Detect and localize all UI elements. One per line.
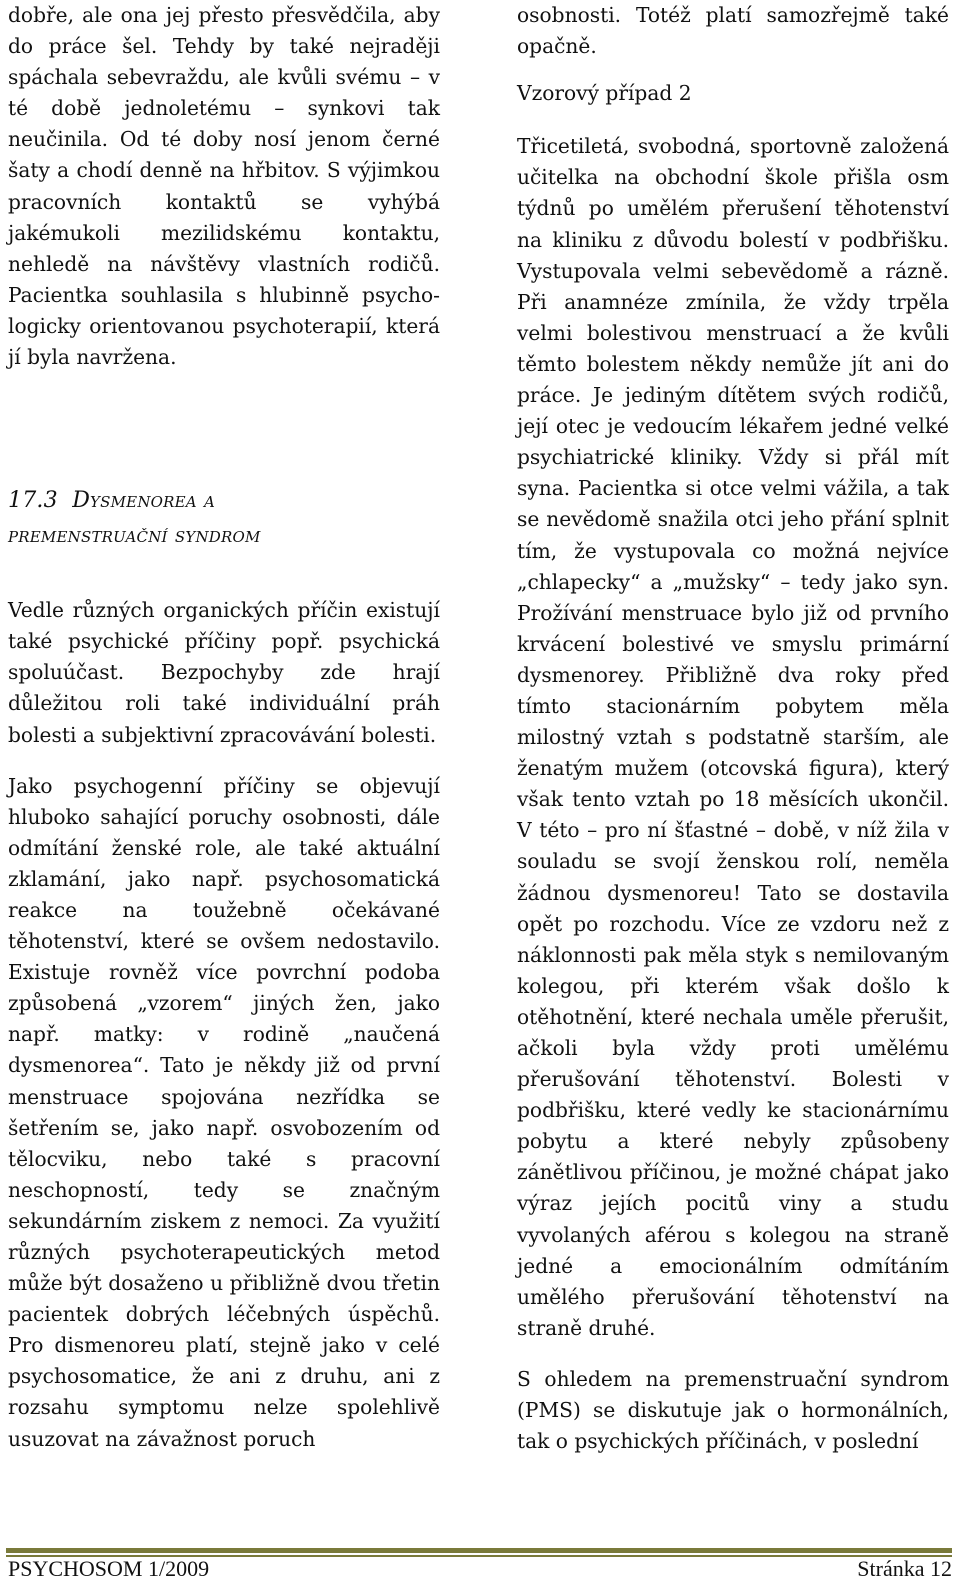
left-column xyxy=(8,0,440,1455)
footer-journal: PSYCHOSOM 1/2009 xyxy=(8,1556,210,1581)
case-title: Vzorový případ 2 xyxy=(517,81,692,106)
case-paragraph: Třicetiletá, svobodná, sportovně založená učitelka na obchodní škole přišla osm týdnů po umělém přerušení těhotenství na kliniku z důvodu bolestí v podbřišku. Vystupovala velmi sebevědomě a rázně. Při anamnéze zmínila, že vždy trpěla velmi bolestivou menstruací a že kvůli těmto bolestem někdy nemůže jít ani do práce. Je jediným dítětem svých rodičů, její otec je vedoucím lékařem jedné velké psychiatrické kliniky. Vždy si přál mít syna. Pacientka si otce velmi vážila, a tak se nevědomě snažila otci jeho přání splnit tím, že vystupovala co možná nejvíce „chlapecky“ a „mužsky“ – tedy jako syn. Prožívání menstruace bylo již od prvního krvácení bolestivé ve smyslu primární dysmenorey. Přibližně dva roky před tímto stacionárním pobytem měla milostný vztah s podstatně starším, ale ženatým mužem (otcovská figura), který však tento vztah po 18 měsících ukončil. V této – pro ní šťastné – době, v níž žila v souladu se svojí ženskou rolí, neměla žádnou dysmenoreu! Tato se dostavila opět po rozchodu. Více ze vzdoru než z náklonnosti pak měla styk s nemilovaným kolegou, při kterém však došlo k otěhotnění, které nechala uměle přerušit, ačkoli byla vždy proti umělému přerušování těhotenství. Bolesti v podbřišku, které vedly ke stacionárnímu pobytu a které nebyly způsobeny zánětlivou příčinou, je možné chápat jako výraz jejích pocitů viny a studu vyvolaných aférou s kolegou na straně jedné a emocionálním odmítáním umělého přerušování těhotenství na straně druhé. xyxy=(517,134,949,1340)
pms-paragraph: S ohledem na premenstruační syndrom (PMS) se diskutuje jak o hormonálních, tak o psychických příčinách, v poslední xyxy=(517,1366,949,1454)
right-column xyxy=(517,0,949,1457)
intro-paragraph: dobře, ale ona jej přesto přesvědčila, aby do práce šel. Tehdy by také nejraději spáchala sebevraždu, ale kvůli svému – v té době jednoletému – synkovi tak neučinila. Od té doby nosí jenom černé šaty a chodí denně na hřbitov. S výjimkou pracovních kontaktů se vyhýbá jakémukoli mezilidskému kontaktu, nehledě na návštěvy vlastních rodičů. Pacientka souhlasila s hlubinně psycho-logicky orientovanou psychoterapií, která jí byla navržena. xyxy=(8,3,440,370)
body-paragraph-1: Vedle různých organických příčin existují také psychické příčiny popř. psychická spoluúčast. Bezpochyby zde hrají důležitou roli také individuální práh bolesti a subjektivní zpracovávání bolesti. xyxy=(8,598,440,747)
footer-rule xyxy=(6,1548,952,1553)
continued-paragraph: osobnosti. Totéž platí samozřejmě také opačně. xyxy=(517,3,949,59)
section-heading xyxy=(8,483,440,553)
page-footer xyxy=(8,1556,952,1581)
body-paragraph-2: Jako psychogenní příčiny se objevují hluboko sahající poruchy osobnosti, dále odmítání ženské role, ale také aktuální zklamání, jako např. psychosomatická reakce na toužebně očekávané těhotenství, které se ovšem nedostavilo. Existuje rovněž více povrchní podoba způsobená „vzorem“ jiných žen, jako např. matky: v rodině „naučená dysmenorea“. Tato je někdy již od první menstruace spojována nezřídka se šetřením se, jako např. osvobozením od tělocviku, nebo také s pracovní neschopností, tedy se značným sekundárním ziskem z nemoci. Za využití různých psychoterapeutických metod může být dosaženo u přibližně dvou třetin pacientek dobrých léčebných úspěchů. Pro dismenoreu platí, stejně jako v celé psychosomatice, že ani z druhu, ani z rozsahu symptomu nelze spolehlivě usuzovat na závažnost poruch xyxy=(8,773,440,1451)
section-number: 17.3 xyxy=(8,488,58,514)
section-title-line1: Dysmenorea a xyxy=(72,488,216,514)
section-title-line2: premenstruační syndrom xyxy=(8,523,261,549)
footer-page-number: Stránka 12 xyxy=(857,1556,952,1581)
